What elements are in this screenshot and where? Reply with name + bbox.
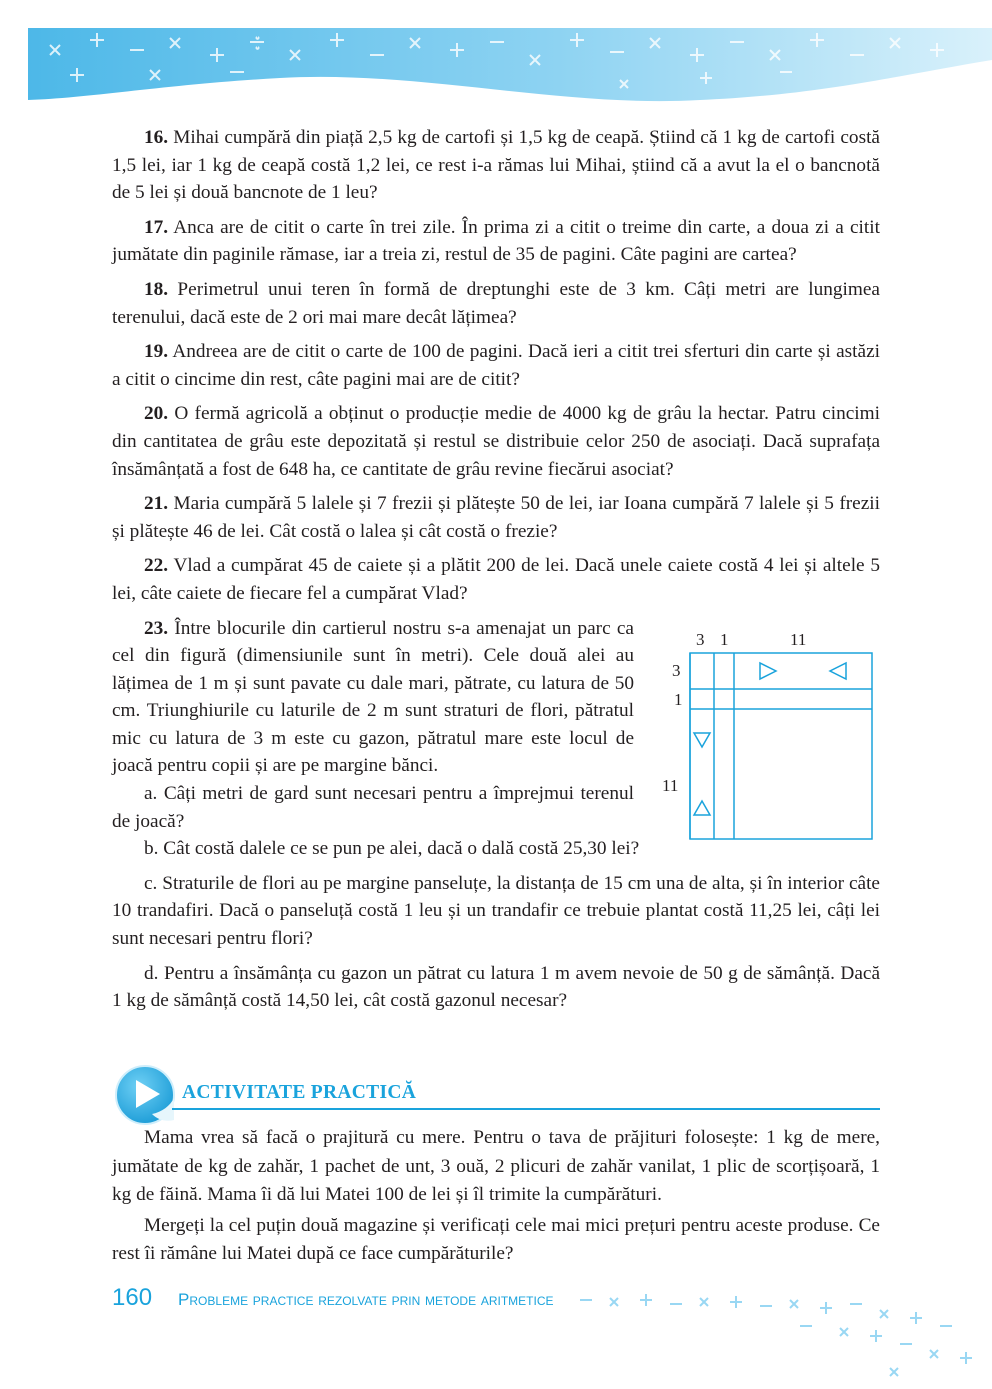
problem-22 bbox=[112, 552, 880, 607]
play-icon bbox=[112, 1062, 178, 1128]
activity-underline bbox=[172, 1108, 880, 1110]
left-label-3: 3 bbox=[672, 660, 681, 680]
question-c: c. Straturile de flori au pe margine panseluțe, la distanța de 15 cm una de alta, și în interior câte 10 trandafiri. Dacă o panseluță costă 1 leu și un trandafir ce trebuie plantat costă 11,25 lei, câți lei sunt necesari pentru flori? bbox=[112, 872, 880, 950]
triangle-up-icon bbox=[694, 801, 710, 815]
problem-number: 17. bbox=[144, 216, 169, 238]
activity-paragraph-2: Mergeți la cel puțin două magazine și verificați cele mai mici prețuri pentru aceste produse. Ce rest îi rămâne lui Matei după ce face cumpărăturile? bbox=[112, 1214, 880, 1264]
question-d: d. Pentru a însămânța cu gazon un pătrat cu latura 1 m avem nevoie de 50 g de sămânță. Dacă 1 kg de sămânță costă 14,50 lei, cât costă gazonul necesar? bbox=[112, 962, 880, 1012]
triangle-right-icon bbox=[760, 663, 776, 679]
problem-number: 19. bbox=[144, 341, 169, 363]
problem-21 bbox=[112, 490, 880, 545]
top-label-3: 3 bbox=[696, 629, 705, 649]
problems-section bbox=[112, 124, 880, 1022]
park-outline bbox=[690, 653, 872, 839]
top-label-1: 1 bbox=[720, 629, 729, 649]
triangle-down-icon bbox=[694, 733, 710, 747]
park-figure bbox=[660, 615, 880, 847]
problem-23 bbox=[112, 615, 880, 836]
activity-header bbox=[112, 1062, 880, 1128]
problem-20 bbox=[112, 400, 880, 483]
problem-text: Andreea are de citit o carte de 100 de pagini. Dacă ieri a citit trei sferturi din carte și astăzi a citit o cincime din rest, câte pagini mai are de citit? bbox=[112, 341, 880, 390]
problem-text: Maria cumpără 5 lalele și 7 frezii și plătește 50 de lei, iar Ioana cumpără 7 lalele și 5 frezii și plătește 46 de lei. Cât costă o lalea și cât costă o frezie? bbox=[112, 493, 880, 542]
left-label-11: 11 bbox=[662, 775, 679, 795]
question-b: b. Cât costă dalele ce se pun pe alei, dacă o dală costă 25,30 lei? bbox=[144, 838, 640, 860]
question-a: a. Câți metri de gard sunt necesari pentru a împrejmui terenul de joacă? bbox=[112, 783, 634, 832]
problem-number: 16. bbox=[144, 127, 169, 148]
problem-19 bbox=[112, 338, 880, 393]
problem-18 bbox=[112, 276, 880, 331]
problem-17 bbox=[112, 214, 880, 269]
problem-text: Perimetrul unui teren în formă de dreptunghi este de 3 km. Câți metri are lungimea terenului, dacă este de 2 ori mai mare decât lățimea? bbox=[112, 278, 880, 328]
triangle-left-icon bbox=[830, 663, 846, 679]
problem-16 bbox=[112, 124, 880, 207]
activity-body bbox=[112, 1124, 880, 1271]
page-footer bbox=[112, 1284, 554, 1318]
problem-number: 20. bbox=[144, 403, 169, 425]
chapter-title: Probleme practice rezolvate prin metode aritmetice bbox=[178, 1290, 554, 1309]
left-label-1: 1 bbox=[674, 689, 683, 709]
top-label-11: 11 bbox=[790, 629, 807, 649]
problem-text: O fermă agricolă a obținut o producție medie de 4000 kg de grâu la hectar. Patru cincimi din cantitatea de grâu este depozitată și restul se distribuie celor 250 de asociați. Dacă suprafața însămânțată a fost de 648 ha, ce cantitate de grâu revine fiecărui asociat? bbox=[112, 403, 880, 480]
problem-text: Mihai cumpără din piață 2,5 kg de cartofi și 1,5 kg de ceapă. Știind că 1 kg de cartofi costă 1,5 lei, iar 1 kg de ceapă costă 1,2 lei, ce rest i-a rămas lui Mihai, știind că a avut la el o bancnotă de 5 lei și două bancnote de 1 leu? bbox=[112, 127, 880, 204]
problem-text: Între blocurile din cartierul nostru s-a amenajat un parc ca cel din figură (dimensiunile sunt în metri). Cele două alei au lățimea de 1 m și sunt pavate cu dale mari, pătrate, cu latura de 50 cm. Triunghiurile cu laturile de 2 m sunt straturi de flori, pătratul mic cu latura de 3 m este cu gazon, pătratul mare este locul de joacă pentru copii și are pe margine bănci. bbox=[112, 617, 634, 777]
problem-number: 23. bbox=[144, 617, 169, 639]
problem-number: 18. bbox=[144, 278, 169, 300]
activity-title: ACTIVITATE PRACTICĂ bbox=[182, 1082, 417, 1103]
problem-text: Vlad a cumpărat 45 de caiete și a plătit 200 de lei. Dacă unele caiete costă 4 lei și altele 5 lei, câte caiete de fiecare fel a cumpărat Vlad? bbox=[112, 555, 880, 604]
problem-number: 21. bbox=[144, 493, 169, 515]
problem-number: 22. bbox=[144, 555, 169, 577]
page-number: 160 bbox=[112, 1284, 153, 1311]
bottom-decorative-banner bbox=[540, 1278, 992, 1389]
activity-paragraph-1: Mama vrea să facă o prajitură cu mere. Pentru o tava de prăjituri folosește: 1 kg de mere, jumătate de kg de zahăr, 1 pachet de unt, 3 ouă, 2 plicuri de zahăr vanilat, 1 plic de scorțișoară, 1 kg de făină. Mama îi dă lui Matei 100 de lei și îl trimite la cumpărături. bbox=[112, 1127, 880, 1205]
top-decorative-banner bbox=[0, 0, 992, 140]
problem-text: Anca are de citit o carte în trei zile. În prima zi a citit o treime din carte, a doua zi a citit jumătate din paginile rămase, iar a treia zi, restul de 35 de pagini. Câte pagini are cartea? bbox=[112, 216, 880, 266]
